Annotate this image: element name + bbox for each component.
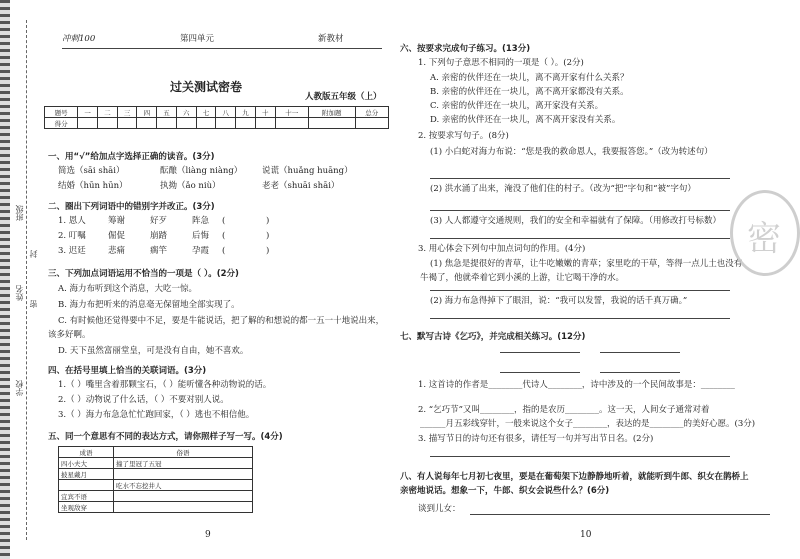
binding-seal-b: 封 — [29, 250, 38, 258]
score-input[interactable] — [157, 118, 177, 129]
q1-item[interactable]: 执拗（ǎo niù） — [160, 181, 221, 191]
score-cell: 九 — [236, 107, 256, 118]
q8-start: 谈到儿女： — [418, 504, 461, 514]
edition-label: 新教材 — [318, 34, 344, 44]
q2-word: 筹谢 — [108, 216, 126, 226]
q2-paren-close: ) — [266, 216, 270, 226]
q2-word: 倔促 — [108, 231, 126, 241]
q6-prompt-2: (2) 洪水涌了出来，淹没了他们住的村子。（改为“把”字句和“被”字句） — [430, 184, 696, 194]
score-input[interactable] — [117, 118, 137, 129]
score-input[interactable] — [355, 118, 388, 129]
answer-line[interactable] — [430, 238, 730, 239]
q2-word: 悲痛 — [108, 246, 126, 256]
q3-heading: 三、下列加点词语运用不恰当的一项是（ ）。(2分) — [48, 269, 239, 279]
q5-cell[interactable] — [114, 469, 253, 480]
q6-prompt-1: (1) 小白蛇对海力布说：“您是我的救命恩人，我要报答您。”（改为转述句） — [430, 147, 713, 157]
q2-paren-open: ( — [222, 246, 226, 256]
q8-heading: 八、有人说每年七月初七夜里，要是在葡萄架下边静静地听着，就能听到牛郎、织女在鹊桥上 — [400, 472, 749, 482]
score-cell: 一 — [78, 107, 98, 118]
score-cell: 四 — [137, 107, 157, 118]
header-rule — [62, 48, 382, 49]
q2-paren-open: ( — [222, 231, 226, 241]
q6-option-d[interactable]: D. 亲密的伙伴还在一块儿，离不离开家没有关系。 — [430, 115, 621, 125]
score-input[interactable] — [78, 118, 98, 129]
score-cell: 总分 — [355, 107, 388, 118]
q8-heading-cont: 亲密地说话。想象一下，牛郎、织女会说些什么？(6分) — [400, 486, 610, 496]
score-cell: 十 — [255, 107, 275, 118]
q5-col-header: 俗语 — [114, 447, 253, 458]
score-header-row — [45, 107, 389, 118]
q3-option-c-cont: 该多好啊。 — [48, 330, 91, 340]
q6-prompt-3: (3) 人人都遵守交通规则，我们的安全和幸福就有了保障。（用修改打号标数） — [430, 216, 721, 226]
answer-line[interactable] — [430, 290, 730, 291]
score-input[interactable] — [275, 118, 308, 129]
score-input-row — [45, 118, 389, 129]
q3-option-b[interactable]: B. 海力布把听来的消息毫无保留地全部实现了。 — [58, 300, 240, 310]
unit-label: 第四单元 — [180, 34, 215, 44]
q4-item[interactable]: 1.（ ）嘴里含着那颗宝石，（ ）能听懂各种动物说的话。 — [58, 380, 272, 390]
q2-word: 瘸竿 — [150, 246, 168, 256]
q5-cell[interactable]: 吃水不忘挖井人 — [114, 480, 253, 491]
seal-stamp-text: 密 — [747, 219, 781, 259]
q3-option-a[interactable]: A. 海力布听到这个消息，大吃一惊。 — [58, 284, 198, 294]
score-input[interactable] — [196, 118, 216, 129]
q6-sub1: 1. 下列句子意思不相同的一项是（ ）。(2分) — [418, 58, 584, 68]
q2-word: 2. 叮嘱 — [58, 231, 86, 241]
q2-word: 崩踏 — [150, 231, 168, 241]
q2-word: 阵急 — [192, 216, 210, 226]
answer-line[interactable] — [430, 210, 730, 211]
q2-word: 后悔 — [192, 231, 210, 241]
q7-item-1[interactable]: 1. 这首诗的作者是________代诗人________，诗中涉及的一个民间故事是：________ — [418, 380, 735, 390]
q6-sub2: 2. 按要求写句子。(8分) — [418, 131, 509, 141]
poem-line[interactable] — [600, 352, 680, 353]
poem-line[interactable] — [500, 352, 580, 353]
q4-item[interactable]: 2.（ ）动物说了什么话，（ ）不要对别人说。 — [58, 395, 229, 405]
q5-cell[interactable]: 四小夫大 — [59, 458, 114, 469]
q1-item[interactable]: 酝酿（liàng niàng） — [160, 166, 243, 176]
score-input[interactable] — [236, 118, 256, 129]
page-number-left: 9 — [205, 530, 211, 540]
q2-heading: 二、圈出下列词语中的错别字并改正。(3分) — [48, 202, 215, 212]
score-cell: 十一 — [275, 107, 308, 118]
answer-line[interactable] — [470, 514, 770, 515]
binding-strip — [0, 0, 40, 559]
q6-sub3: 3. 用心体会下列句中加点词句的作用。(4分) — [418, 244, 586, 254]
q2-word: 1. 恩人 — [58, 216, 86, 226]
score-input[interactable] — [308, 118, 355, 129]
q6-prompt-4-cont: 牛褐了，他就牵着它到小溪的上游，让它喝干净的水。 — [420, 273, 625, 283]
q7-item-2[interactable]: 2. “乞巧节”又叫________，指的是农历________。这一天，人间女子通常对着 — [418, 405, 710, 415]
q5-cell[interactable] — [59, 480, 114, 491]
binding-class-label: 班级 — [15, 205, 24, 221]
page-number-right: 10 — [580, 530, 592, 540]
binding-name-label: 姓名 — [15, 285, 24, 301]
q4-heading: 四、在括号里填上恰当的关联词语。(3分) — [48, 366, 207, 376]
q6-prompt-4: (1) 焦急是提很好的青草，让牛吃嫩嫩的青草；家里吃的干草，等得一点儿土也没有 — [430, 259, 743, 269]
score-label-cell: 得分 — [45, 118, 78, 129]
q4-item[interactable]: 3.（ ）海力布急急忙忙跑回家，（ ）逃也不相信他。 — [58, 410, 255, 420]
q1-item[interactable]: 结婚（hūn hūn） — [58, 181, 128, 191]
q5-cell[interactable]: 坐观敌穿 — [59, 502, 114, 513]
score-input[interactable] — [176, 118, 196, 129]
q1-item[interactable]: 简选（sāi shāi） — [58, 166, 125, 176]
score-cell: 六 — [176, 107, 196, 118]
score-cell: 三 — [117, 107, 137, 118]
answer-line[interactable] — [430, 318, 730, 319]
binding-seal-a: 密 — [29, 300, 38, 308]
q5-col-header: 成语 — [59, 447, 114, 458]
q5-table — [58, 446, 253, 513]
q6-prompt-5: (2) 海力布急得掉下了眼泪，说：“我可以发誓，我说的话千真万确。” — [430, 296, 688, 306]
poem-line[interactable] — [500, 372, 580, 373]
q2-paren-close: ) — [266, 231, 270, 241]
binding-cut-line — [26, 20, 27, 540]
q2-word: 孕霞 — [192, 246, 210, 256]
q5-cell[interactable]: 披星戴月 — [59, 469, 114, 480]
q2-paren-close: ) — [266, 246, 270, 256]
score-cell: 五 — [157, 107, 177, 118]
q5-cell[interactable]: 宜宾不语 — [59, 491, 114, 502]
score-input[interactable] — [137, 118, 157, 129]
binding-edge — [0, 0, 10, 559]
poem-line[interactable] — [600, 372, 680, 373]
q2-paren-open: ( — [222, 216, 226, 226]
seal-stamp — [730, 190, 800, 276]
answer-line[interactable] — [430, 456, 730, 457]
answer-line[interactable] — [430, 178, 730, 179]
q5-cell[interactable] — [114, 491, 253, 502]
q7-item-2-cont[interactable]: ______月五彩线穿针，一般来说这个女子________，表达的是________的美好心愿。(3分) — [420, 419, 756, 429]
q1-heading: 一、用“√”给加点字选择正确的读音。(3分) — [48, 152, 215, 162]
brand-text: 冲刺100 — [62, 34, 96, 44]
score-cell: 八 — [216, 107, 236, 118]
q2-word: 3. 迟廷 — [58, 246, 86, 256]
grade-label: 人教版五年级（上） — [305, 92, 382, 102]
score-cell: 附加题 — [308, 107, 355, 118]
score-input[interactable] — [97, 118, 117, 129]
q5-cell[interactable]: 撞了里冠了五冠 — [114, 458, 253, 469]
q5-heading: 五、同一个意思有不同的表达方式，请你照样子写一写。(4分) — [48, 432, 283, 442]
q5-cell[interactable] — [114, 502, 253, 513]
q1-item[interactable]: 说谎（huǎng huāng） — [262, 166, 353, 176]
q3-option-d[interactable]: D. 天下虽然富丽堂皇，可是没有自由，她不喜欢。 — [58, 346, 249, 356]
q3-option-c[interactable]: C. 有时候他还觉得要中不足，要是牛能说话，把了解的和想说的都一五一十地说出来， — [58, 316, 385, 326]
q7-item-3: 3. 描写节日的诗句还有很多，请任写一句并写出节日名。(2分) — [418, 434, 654, 444]
q6-heading: 六、按要求完成句子练习。(13分) — [400, 44, 531, 54]
q6-option-b[interactable]: B. 亲密的伙伴还在一块儿，离不离开家都没有关系。 — [430, 87, 629, 97]
q2-word: 好歹 — [150, 216, 168, 226]
score-input[interactable] — [255, 118, 275, 129]
score-cell: 题号 — [45, 107, 78, 118]
q6-option-a[interactable]: A. 亲密的伙伴还在一块儿，离不离开家有什么关系？ — [430, 73, 629, 83]
q1-item[interactable]: 老老（shuāi shāi） — [262, 181, 340, 191]
score-cell: 七 — [196, 107, 216, 118]
score-table — [44, 106, 389, 129]
score-cell: 二 — [97, 107, 117, 118]
q7-heading: 七、默写古诗《乞巧》，并完成相关练习。(12分) — [400, 332, 586, 342]
q6-option-c[interactable]: C. 亲密的伙伴还在一块儿，离开家没有关系。 — [430, 101, 604, 111]
binding-school-label: 学校 — [15, 380, 24, 396]
score-input[interactable] — [216, 118, 236, 129]
page-title: 过关测试密卷 — [170, 80, 243, 94]
